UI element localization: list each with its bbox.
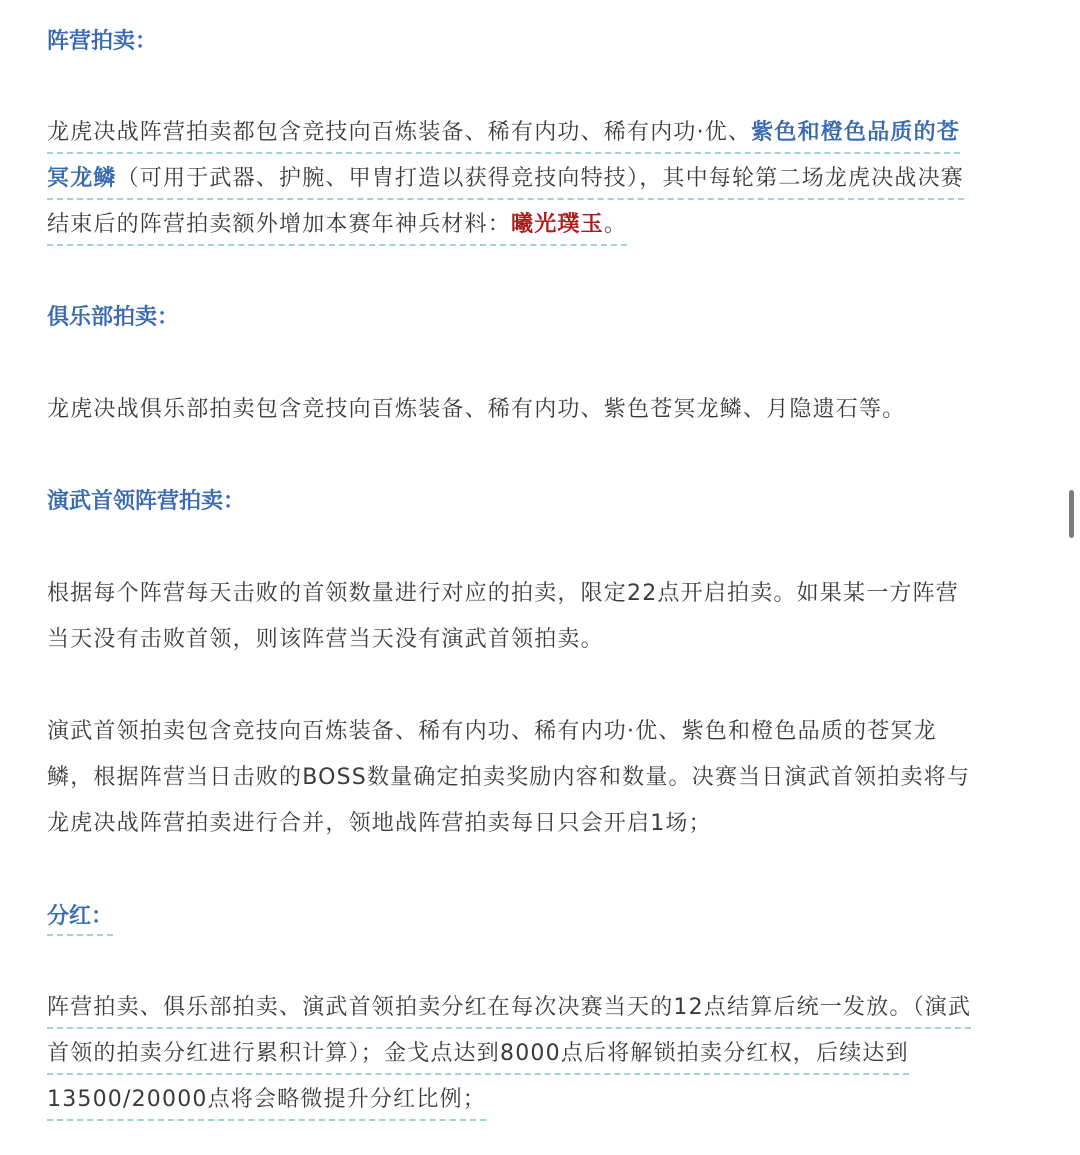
paragraph-line: 当天没有击败首领，则该阵营当天没有演武首领拍卖。	[47, 627, 604, 652]
paragraph-line: 首领的拍卖分红进行累积计算）；金戈点达到8000点后将解锁拍卖分红权，后续达到	[47, 1039, 909, 1075]
section-title-boss-auction: 演武首领阵营拍卖：	[47, 489, 246, 514]
highlight-red: 曦光璞玉	[511, 212, 604, 237]
paragraph-line: 根据每个阵营每天击败的首领数量进行对应的拍卖，限定22点开启拍卖。如果某一方阵营	[47, 581, 959, 606]
paragraph-line: 龙虎决战阵营拍卖进行合并，领地战阵营拍卖每日只会开启1场；	[47, 811, 712, 836]
scrollbar-thumb[interactable]	[1069, 490, 1074, 538]
section-title-camp-auction: 阵营拍卖：	[47, 29, 158, 54]
paragraph-line: 鳞，根据阵营当日击败的BOSS数量确定拍卖奖励内容和数量。决赛当日演武首领拍卖将与	[47, 765, 971, 790]
paragraph-line	[47, 118, 960, 154]
highlight-blue: 冥龙鳞	[47, 166, 117, 191]
text-span: 。	[603, 212, 628, 237]
text-span: （可用于武器、护腕、甲胄打造以获得竞技向特技），其中每轮第二场龙虎决战决赛	[116, 166, 965, 191]
paragraph-line	[47, 164, 964, 200]
paragraph-line: 龙虎决战俱乐部拍卖包含竞技向百炼装备、稀有内功、紫色苍冥龙鳞、月隐遗石等。	[47, 397, 906, 422]
paragraph-line: 演武首领拍卖包含竞技向百炼装备、稀有内功、稀有内功·优、紫色和橙色品质的苍冥龙	[47, 719, 937, 744]
paragraph-line	[47, 210, 627, 246]
section-title-club-auction: 俱乐部拍卖：	[47, 305, 180, 330]
paragraph-line: 阵营拍卖、俱乐部拍卖、演武首领拍卖分红在每次决赛当天的12点结算后统一发放。（演武	[47, 993, 971, 1029]
highlight-blue: 紫色和橙色品质的苍	[751, 120, 961, 145]
section-title-dividend: 分红：	[47, 902, 113, 936]
text-span: 结束后的阵营拍卖额外增加本赛年神兵材料：	[47, 212, 512, 237]
paragraph-line: 13500/20000点将会略微提升分红比例；	[47, 1085, 486, 1121]
text-span: 龙虎决战阵营拍卖都包含竞技向百炼装备、稀有内功、稀有内功·优、	[47, 120, 752, 145]
